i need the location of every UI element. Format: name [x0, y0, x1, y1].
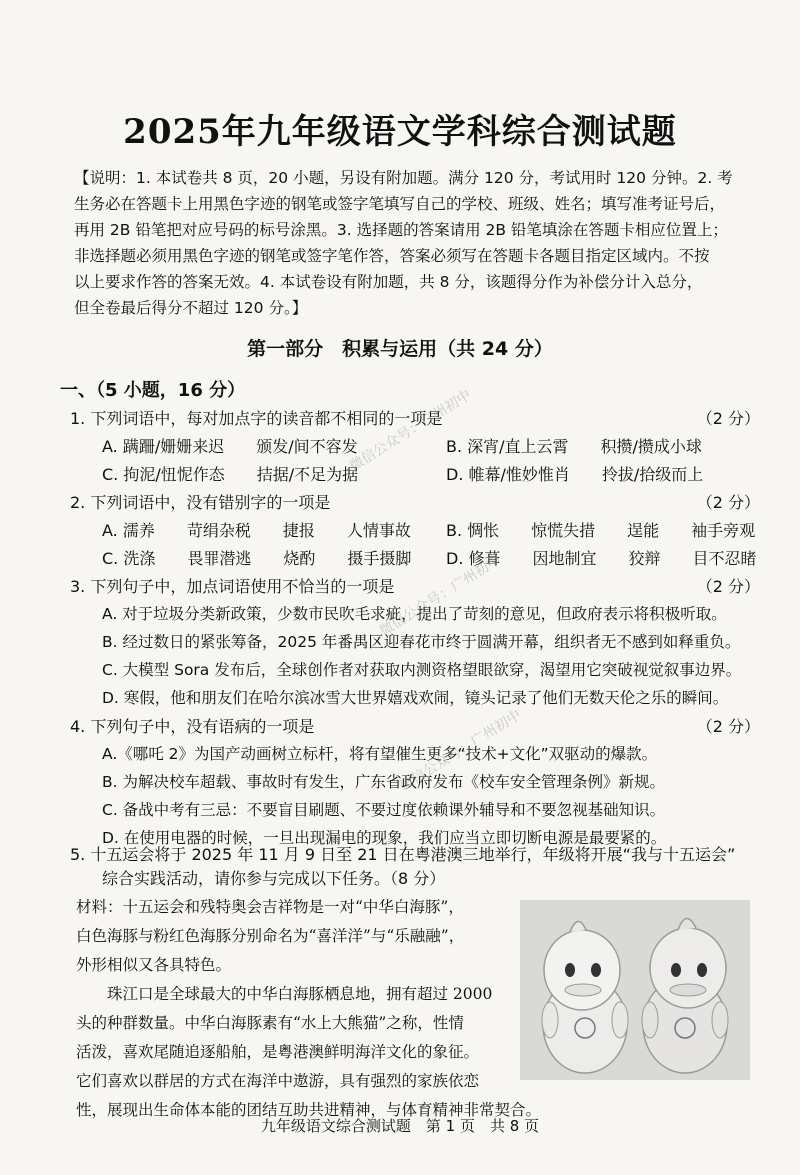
question-1-option-d: D. 帷幕/惟妙惟肖 拎拔/拾级而上: [446, 465, 704, 484]
question-3-points: （2 分）: [696, 577, 760, 596]
question-3-stem: 3. 下列句子中，加点词语使用不恰当的一项是: [70, 577, 395, 596]
instruction-line: 但全卷最后得分不超过 120 分。】: [74, 299, 308, 317]
question-4-stem: 4. 下列句子中，没有语病的一项是: [70, 717, 315, 736]
material-line: 珠江口是全球最大的中华白海豚栖息地，拥有超过 2000: [76, 985, 493, 1003]
question-1-points: （2 分）: [696, 409, 760, 428]
question-5-stem-cont: 综合实践活动，请你参与完成以下任务。（8 分）: [102, 869, 446, 888]
question-2-option-d: D. 修葺 因地制宜 狡辩 目不忍睹: [446, 549, 757, 568]
question-2-stem: 2. 下列词语中，没有错别字的一项是: [70, 493, 331, 512]
material-line: 材料：十五运会和残特奥会吉祥物是一对“中华白海豚”，: [76, 898, 464, 916]
question-3-option-b: B. 经过数日的紧张筹备，2025 年番禺区迎春花市终于圆满开幕，组织者无不感到如释重负。: [102, 633, 741, 651]
question-1-option-a: A. 蹒跚/姗姗来迟 颁发/间不容发: [102, 437, 358, 456]
material-text: [76, 893, 542, 1125]
material-line: 外形相似又各具特色。: [76, 956, 232, 974]
question-1-option-c: C. 拘泥/忸怩作态 拮据/不足为据: [102, 465, 359, 484]
material-line: 它们喜欢以群居的方式在海洋中遨游，具有强烈的家族依恋: [76, 1072, 480, 1090]
watermark: 微信公众号：广州初中: [396, 706, 525, 795]
material-line: 白色海豚与粉红色海豚分别命名为“喜洋洋”与“乐融融”，: [76, 927, 465, 945]
question-4-option-a: A.《哪吒 2》为国产动画树立标杆，将有望催生更多“技术+文化”双驱动的爆款。: [102, 745, 658, 763]
part-heading: 一、（5 小题，16 分）: [60, 380, 246, 401]
instruction-line: 以上要求作答的答案无效。4. 本试卷设有附加题，共 8 分，该题得分作为补偿分计入总分，: [74, 273, 703, 291]
question-1-stem: 1. 下列词语中，每对加点字的读音都不相同的一项是: [70, 409, 443, 428]
question-4-option-d: D. 在使用电器的时候，一旦出现漏电的现象，我们应当立即切断电源是最要紧的。: [102, 829, 667, 847]
instruction-line: 【说明：1. 本试卷共 8 页，20 小题，另设有附加题。满分 120 分，考试用时 120 分钟。2. 考: [74, 169, 733, 187]
question-2-option-c: C. 洗涤 畏罪潜逃 烧酌 摄手摄脚: [102, 549, 412, 568]
instruction-line: 生务必在答题卡上用黑色字迹的钢笔或签字笔填写自己的学校、班级、姓名；填写准考证号后，: [74, 195, 726, 213]
watermark: 微信公众号：广州初中: [346, 386, 475, 475]
question-4-option-c: C. 备战中考有三忌：不要盲目刷题、不要过度依赖课外辅导和不要忽视基础知识。: [102, 801, 666, 819]
question-3-option-c: C. 大模型 Sora 发布后，全球创作者对获取内测资格望眼欲穿，渴望用它突破视觉叙事边界。: [102, 661, 742, 679]
material-line: 活泼，喜欢尾随追逐船舶，是粤港澳鲜明海洋文化的象征。: [76, 1043, 480, 1061]
question-1-option-b: B. 深宵/直上云霄 积攒/攒成小球: [446, 437, 702, 456]
question-4-option-b: B. 为解决校车超载、事故时有发生，广东省政府发布《校车安全管理条例》新规。: [102, 773, 665, 791]
page-footer: 九年级语文综合测试题 第 1 页 共 8 页: [260, 1117, 540, 1135]
mascot-photo: [520, 900, 750, 1080]
question-2-points: （2 分）: [696, 493, 760, 512]
instructions: [74, 165, 764, 321]
instruction-line: 再用 2B 铅笔把对应号码的标号涂黑。3. 选择题的答案请用 2B 铅笔填涂在答题卡相应位置上；: [74, 221, 728, 239]
question-2-option-b: B. 惆怅 惊慌失措 逞能 袖手旁观: [446, 521, 756, 540]
instruction-line: 非选择题必须用黑色字迹的钢笔或签字笔作答，答案必须写在答题卡各题目指定区域内。不按: [74, 247, 710, 265]
exam-title: 2025年九年级语文学科综合测试题: [123, 112, 677, 152]
section-title: 第一部分 积累与运用（共 24 分）: [247, 338, 553, 360]
watermark: 微信公众号：广州初中: [376, 551, 505, 640]
material-line: 头的种群数量。中华白海豚素有“水上大熊猫”之称，性情: [76, 1014, 464, 1032]
material-line: 性，展现出生命体本能的团结互助共进精神，与体育精神非常契合。: [76, 1101, 542, 1119]
question-4-points: （2 分）: [696, 717, 760, 736]
question-5-stem: 5. 十五运会将于 2025 年 11 月 9 日至 21 日在粤港澳三地举行，年级将开展“我与十五运会”: [70, 845, 736, 864]
question-3-option-d: D. 寒假，他和朋友们在哈尔滨冰雪大世界嬉戏欢闹，镜头记录了他们无数天伦之乐的瞬间。: [102, 689, 729, 707]
question-2-option-a: A. 濡养 苛绢杂税 捷报 人情事故: [102, 521, 411, 540]
question-3-option-a: A. 对于垃圾分类新政策，少数市民吹毛求疵，提出了苛刻的意见，但政府表示将积极听取。: [102, 605, 727, 623]
